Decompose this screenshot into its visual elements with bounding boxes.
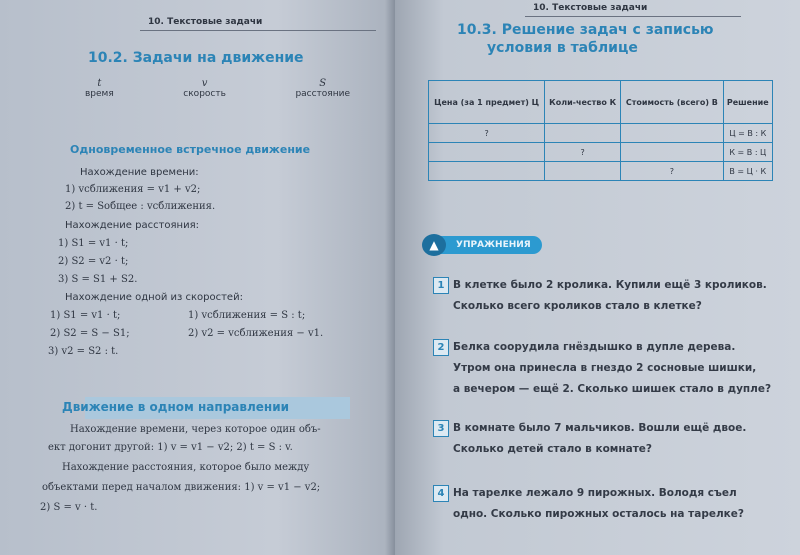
formula-line: 2) S2 = S − S1; <box>50 328 130 339</box>
symbol-distance: S расстояние <box>295 78 350 99</box>
exercise-text: Утром она принесла в гнездо 2 сосновые шишки, <box>453 362 757 374</box>
symbol-time: t время <box>85 78 114 99</box>
exercise-4 <box>433 483 793 525</box>
price-table <box>428 80 773 181</box>
table-cell <box>545 162 621 181</box>
exercise-text: а вечером — ещё 2. Сколько шишек стало в дупле? <box>453 383 772 395</box>
table-row <box>429 162 773 181</box>
table-cell <box>621 124 723 143</box>
symbol-legend <box>85 78 350 99</box>
formula-line: 3) v2 = S2 : t. <box>48 346 119 357</box>
symbol-speed: v скорость <box>183 78 226 99</box>
text-line: Нахождение одной из скоростей: <box>65 292 243 303</box>
col-header: Коли-чество К <box>545 81 621 124</box>
subsection-head-on: Одновременное встречное движение <box>70 143 311 156</box>
table-cell <box>429 143 545 162</box>
formula-line: 1) S1 = v1 · t; <box>58 238 129 249</box>
col-header: Решение <box>723 81 772 124</box>
text-line: Нахождение расстояния: <box>65 220 199 231</box>
table-cell <box>621 143 723 162</box>
exercise-2 <box>433 337 793 400</box>
exercise-3 <box>433 418 793 460</box>
table-cell: К = В : Ц <box>723 143 772 162</box>
text-line: ект догонит другой: 1) v = v1 − v2; 2) t = S : v. <box>48 442 293 453</box>
section-title-10-3-line2: условия в таблице <box>487 40 638 56</box>
left-running-head: 10. Текстовые задачи <box>140 14 376 31</box>
right-page <box>395 0 800 555</box>
text-line: объектами перед началом движения: 1) v = v1 − v2; <box>42 482 321 493</box>
exercise-text: Белка соорудила гнёздышко в дупле дерева. <box>453 341 736 353</box>
exercise-text: одно. Сколько пирожных осталось на тарелке? <box>453 508 745 520</box>
exercise-number: 2 <box>433 339 449 356</box>
table-cell: Ц = В : К <box>723 124 772 143</box>
table-row <box>429 143 773 162</box>
exercise-text: Сколько детей стало в комнате? <box>453 443 653 455</box>
formula-line: 2) v2 = vсближения − v1. <box>188 328 324 339</box>
formula-line: 2) S2 = v2 · t; <box>58 256 129 267</box>
table-cell <box>429 162 545 181</box>
text-line: Нахождение времени, через которое один объ- <box>70 424 321 435</box>
left-page <box>0 0 395 555</box>
table-cell <box>545 124 621 143</box>
exercise-text: На тарелке лежало 9 пирожных. Володя съел <box>453 487 737 499</box>
right-running-head: 10. Текстовые задачи <box>525 0 741 17</box>
exercise-number: 4 <box>433 485 449 502</box>
formula-line: 1) vсближения = S : t; <box>188 310 306 321</box>
exercises-label: УПРАЖНЕНИЯ <box>432 236 542 254</box>
exercise-text: В комнате было 7 мальчиков. Вошли ещё двое. <box>453 422 747 434</box>
table-cell: ? <box>621 162 723 181</box>
exercise-1 <box>433 275 793 317</box>
table-cell: ? <box>429 124 545 143</box>
exercise-text: Сколько всего кроликов стало в клетке? <box>453 300 702 312</box>
section-title-10-2: 10.2. Задачи на движение <box>88 50 304 66</box>
subsection-same-direction: Движение в одном направлении <box>62 400 290 414</box>
formula-line: 2) t = Sобщее : vсближения. <box>65 201 216 212</box>
table-cell: В = Ц · К <box>723 162 772 181</box>
table-cell: ? <box>545 143 621 162</box>
graduation-cap-icon: ▲ <box>422 234 446 256</box>
text-line: Нахождение расстояния, которое было между <box>62 462 310 473</box>
col-header: Цена (за 1 предмет) Ц <box>429 81 545 124</box>
text-line: 2) S = v · t. <box>40 502 98 513</box>
formula-line: 1) S1 = v1 · t; <box>50 310 121 321</box>
table-header-row <box>429 81 773 124</box>
exercise-text: В клетке было 2 кролика. Купили ещё 3 кроликов. <box>453 279 767 291</box>
section-title-10-3: 10.3. Решение задач с записью <box>457 22 714 38</box>
table-row <box>429 124 773 143</box>
exercise-number: 3 <box>433 420 449 437</box>
exercise-number: 1 <box>433 277 449 294</box>
formula-line: 1) vсближения = v1 + v2; <box>65 184 201 195</box>
exercises-badge <box>422 234 542 256</box>
text-line: Нахождение времени: <box>80 167 199 178</box>
col-header: Стоимость (всего) В <box>621 81 723 124</box>
formula-line: 3) S = S1 + S2. <box>58 274 138 285</box>
